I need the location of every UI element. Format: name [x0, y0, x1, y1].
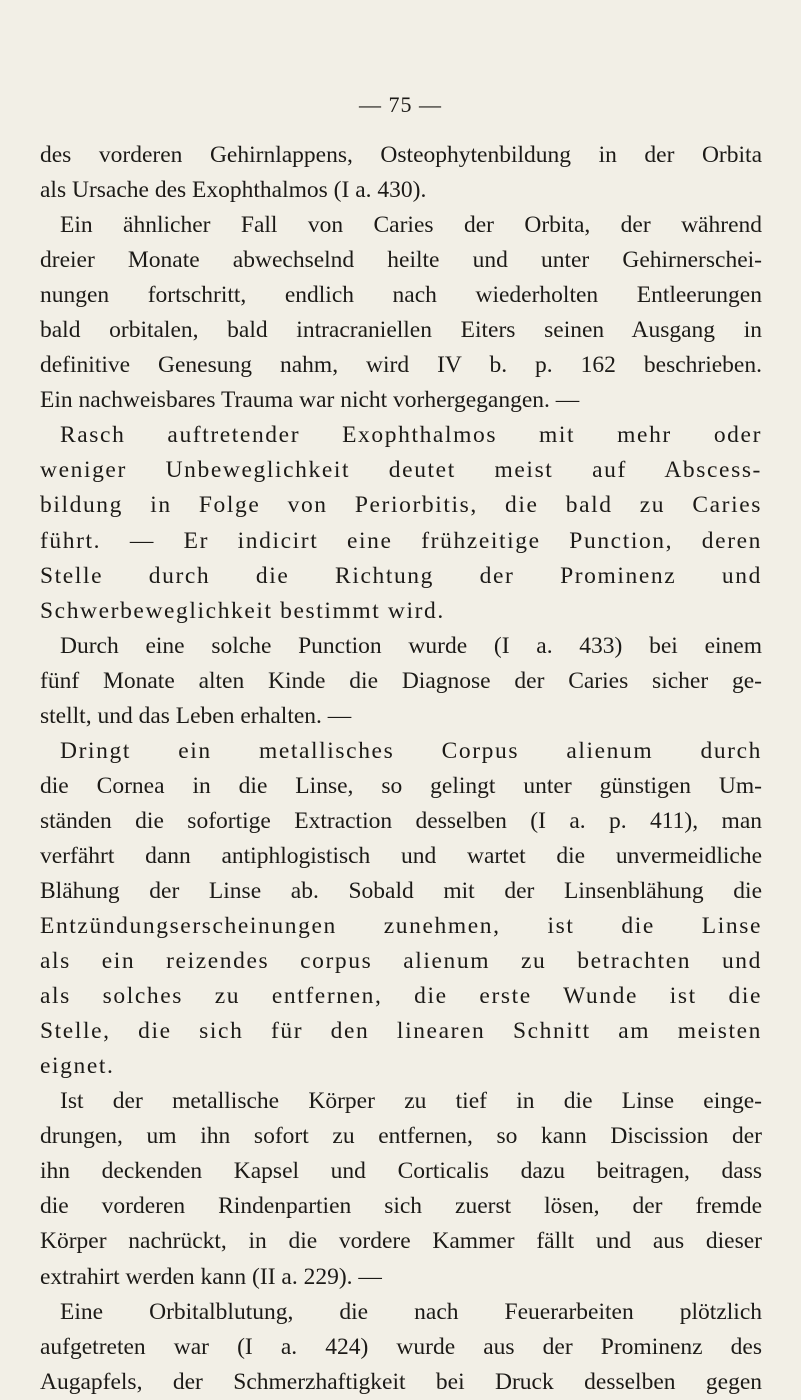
text-line: Ein nachweisbares Trauma war nicht vorhergegangen. —: [40, 387, 580, 414]
text-line: führt. — Er indicirt eine frühzeitige Punction, deren: [40, 527, 762, 554]
text-line: nungen fortschritt, endlich nach wiederholten Entleerungen: [40, 282, 762, 309]
text-line: als solches zu entfernen, die erste Wunde ist die: [40, 983, 762, 1010]
text-line: die Cornea in die Linse, so gelingt unter günstigen Um-: [40, 772, 762, 799]
page-number-header: — 75 —: [359, 92, 442, 117]
text-line: dreier Monate abwechselnd heilte und unter Gehirnerschei-: [40, 247, 762, 274]
body-text: [40, 138, 762, 1400]
text-line: Blähung der Linse ab. Sobald mit der Linsenblähung die: [40, 877, 762, 904]
text-line: Augapfels, der Schmerzhaftigkeit bei Druck desselben gegen: [40, 1368, 762, 1395]
text-line: Dringt ein metallisches Corpus alienum durch: [60, 737, 762, 764]
text-line: ihn deckenden Kapsel und Corticalis dazu beitragen, dass: [40, 1158, 762, 1185]
text-line: stellt, und das Leben erhalten. —: [40, 702, 352, 729]
text-line: definitive Genesung nahm, wird IV b. p. 162 beschrieben.: [40, 352, 762, 379]
text-line: Rasch auftretender Exophthalmos mit mehr oder: [60, 422, 762, 449]
text-line: Ist der metallische Körper zu tief in die Linse einge-: [60, 1088, 762, 1115]
text-line: Schwerbeweglichkeit bestimmt wird.: [40, 597, 445, 624]
text-line: Stelle durch die Richtung der Prominenz und: [40, 562, 762, 589]
text-line: drungen, um ihn sofort zu entfernen, so kann Discission der: [40, 1123, 762, 1150]
text-line: Körper nachrückt, in die vordere Kammer fällt und aus dieser: [40, 1228, 762, 1255]
text-line: verfährt dann antiphlogistisch und wartet die unvermeidliche: [40, 842, 762, 869]
text-line: fünf Monate alten Kinde die Diagnose der Caries sicher ge-: [40, 667, 762, 694]
text-line: weniger Unbeweglichkeit deutet meist auf Abscess-: [40, 457, 762, 484]
text-line: des vorderen Gehirnlappens, Osteophytenbildung in der Orbita: [40, 142, 762, 168]
text-line: eignet.: [40, 1053, 115, 1080]
text-line: Entzündungserscheinungen zunehmen, ist die Linse: [40, 913, 762, 940]
text-line: extrahirt werden kann (II a. 229). —: [40, 1263, 382, 1290]
text-line: Eine Orbitalblutung, die nach Feuerarbeiten plötzlich: [60, 1298, 762, 1325]
text-line: aufgetreten war (I a. 424) wurde aus der Prominenz des: [40, 1333, 762, 1360]
text-line: Stelle, die sich für den linearen Schnitt am meisten: [40, 1018, 762, 1045]
text-line: Ein ähnlicher Fall von Caries der Orbita, der während: [60, 212, 762, 239]
text-line: ständen die sofortige Extraction desselben (I a. p. 411), man: [40, 807, 762, 834]
text-line: als ein reizendes corpus alienum zu betrachten und: [40, 948, 762, 975]
text-line: bildung in Folge von Periorbitis, die bald zu Caries: [40, 492, 762, 519]
text-line: bald orbitalen, bald intracraniellen Eiters seinen Ausgang in: [40, 317, 762, 344]
text-line: Durch eine solche Punction wurde (I a. 433) bei einem: [60, 632, 762, 659]
text-line: die vorderen Rindenpartien sich zuerst lösen, der fremde: [40, 1193, 762, 1220]
text-line: als Ursache des Exophthalmos (I a. 430).: [40, 177, 427, 204]
